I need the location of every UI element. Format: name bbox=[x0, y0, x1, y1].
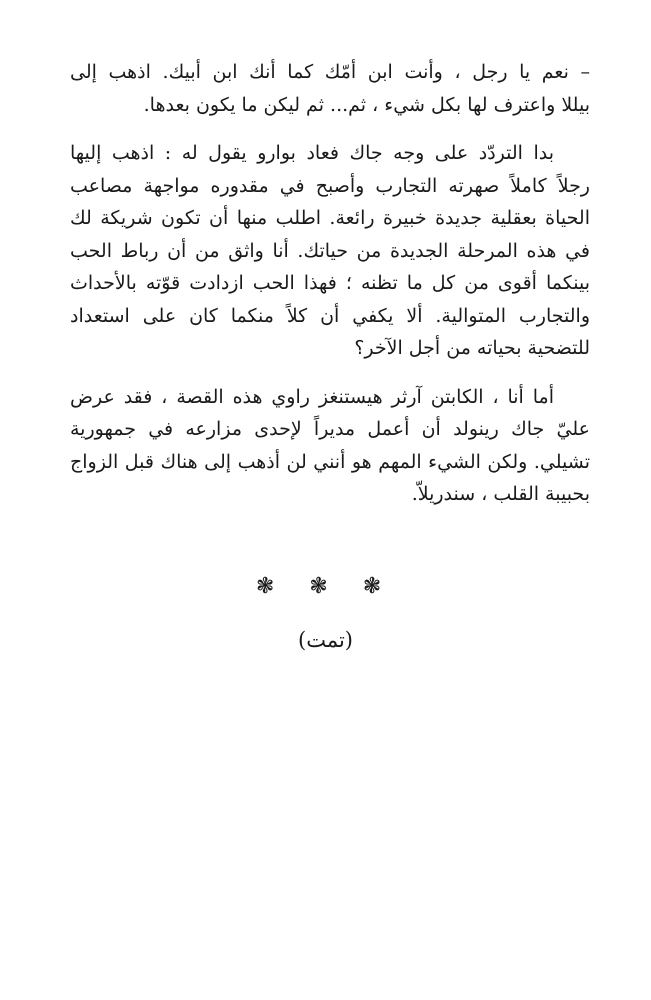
text-line: في هذه المرحلة الجديدة من حياتك. أنا واثق من أن رباط الحب bbox=[70, 239, 590, 262]
paragraph-dialogue bbox=[70, 56, 590, 121]
text-line: الحياة بعقلية جديدة خبيرة رائعة. اطلب منها أن تكون شريكة لك bbox=[70, 207, 590, 229]
book-page-text bbox=[70, 56, 590, 527]
text-line: عليّ جاك رينولد أن أعمل مديراً لإحدى مزارعه في جمهورية bbox=[70, 418, 590, 440]
text-line: أما أنا ، الكابتن آرثر هيستنغز راوي هذه القصة ، فقد عرض bbox=[70, 385, 554, 408]
text-line: بحبيبة القلب ، سندريلاّ. bbox=[411, 483, 590, 505]
text-line: تشيلي. ولكن الشيء المهم هو أنني لن أذهب إلى هناك قبل الزواج bbox=[70, 450, 590, 473]
text-line: للتضحية بحياته من أجل الآخر؟ bbox=[354, 337, 590, 359]
text-line: بينكما أقوى من كل ما تظنه ؛ فهذا الحب ازدادت قوّته بالأحداث bbox=[70, 272, 590, 294]
text-line: رجلاً كاملاً صهرته التجارب وأصبح في مقدوره مواجهة مصاعب bbox=[70, 174, 590, 197]
section-separator-asterisks: ❃ ❃ ❃ bbox=[255, 574, 396, 599]
text-line: بدا التردّد على وجه جاك فعاد بوارو يقول له : اذهب إليها bbox=[70, 142, 554, 164]
text-line: – نعم يا رجل ، وأنت ابن أمّك كما أنك ابن أبيك. اذهب إلى bbox=[70, 61, 590, 83]
paragraph-poirot bbox=[70, 137, 590, 365]
the-end-label: (تمت) bbox=[298, 628, 353, 652]
text-line: والتجارب المتوالية. ألا يكفي أن كلاً منكما كان على استعداد bbox=[70, 304, 590, 327]
text-line: بيللا واعترف لها بكل شيء ، ثم... ثم ليكن ما يكون بعدها. bbox=[143, 93, 590, 116]
paragraph-hastings bbox=[70, 381, 590, 511]
